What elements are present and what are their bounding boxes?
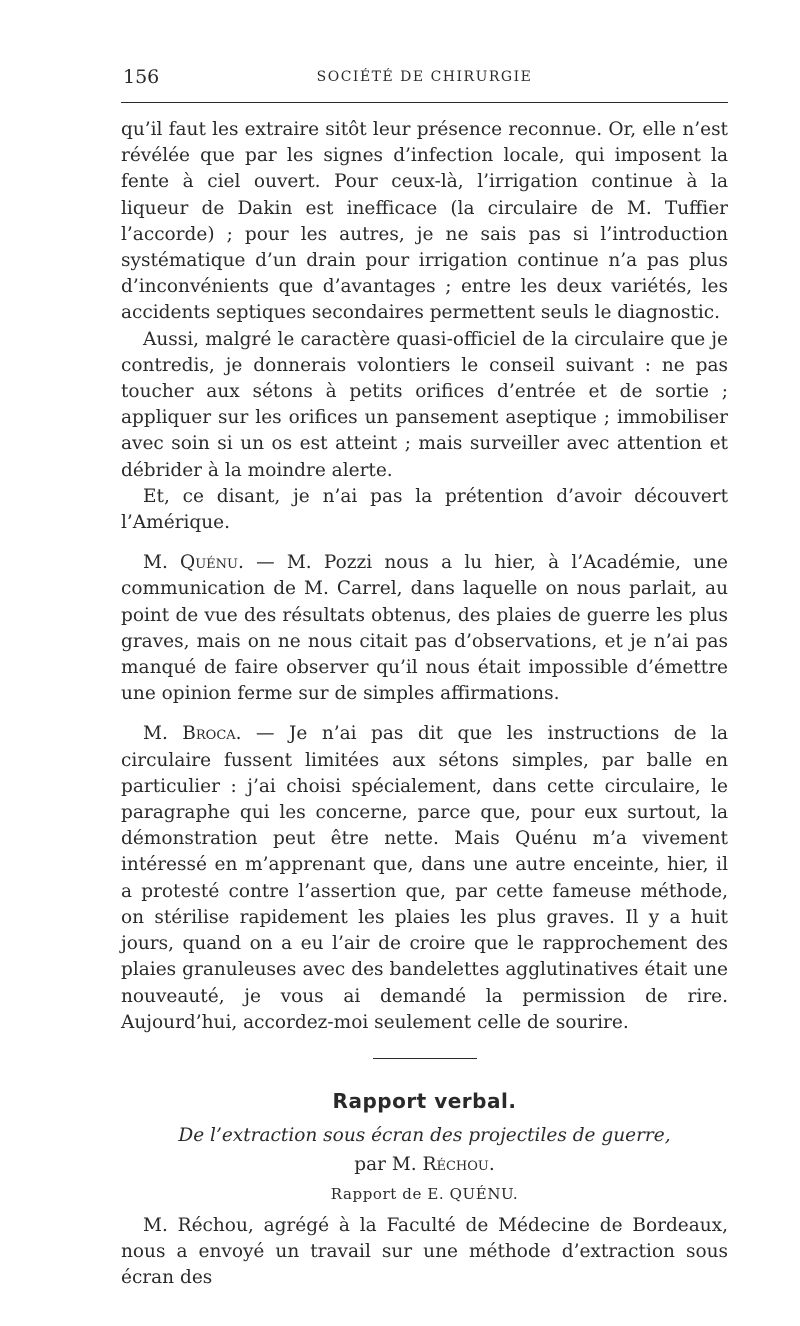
- paragraph-america: Et, ce disant, je n’ai pas la prétention d’avoir découvert l’Amérique.: [121, 485, 728, 534]
- paragraph-rechou: M. Réchou, agrégé à la Faculté de Médecine de Bordeaux, nous a envoyé un travail sur une méthode d’extraction sous écran des: [121, 1214, 728, 1289]
- running-title: SOCIÉTÉ DE CHIRURGIE: [316, 69, 533, 85]
- section-author-name: Réchou.: [422, 1153, 495, 1175]
- section-rapport: Rapport de E. QUÉNU.: [330, 1184, 519, 1203]
- paragraph-quenu: [121, 550, 728, 707]
- speaker-broca: M. Broca.: [143, 723, 242, 745]
- paragraph-quenu-text: — M. Pozzi nous a lu hier, à l’Académie, une communication de M. Carrel, dans laquelle on nous parlait, au point de vue des résultats obtenus, des plaies de guerre les plus graves, mais on ne nous citait pas d’observations, et je n’ai pas manqué de faire observer qu’il nous était impossible d’émettre une opinion ferme sur de simples affirmations.: [121, 552, 729, 705]
- section-separator: [373, 1058, 477, 1059]
- paragraph-broca: [121, 721, 728, 1035]
- page: [121, 60, 728, 1292]
- section-author: [121, 1154, 728, 1175]
- running-head: [121, 60, 728, 94]
- speaker-quenu: M. Quénu.: [143, 552, 244, 574]
- paragraph-broca-text: — Je n’ai pas dit que les instructions de la circulaire fussent limitées aux sétons simples, par balle en particulier : j’ai choisi spécialement, dans cette circulaire, le paragraphe qui les concerne, parce que, pour eux surtout, la démonstration peut être nette. Mais Quénu m’a vivement intéressé en m’apprenant que, dans une autre enceinte, hier, il a protesté contre l’assertion que, par cette fameuse méthode, on stérilise rapidement les plaies les plus graves. Il y a huit jours, quand on a eu l’air de croire que le rapprochement des plaies granuleuses avec des bandelettes agglutinatives était une nouveauté, je vous ai demandé la permission de rire. Aujourd’hui, accordez-moi seulement celle de sourire.: [121, 723, 728, 1033]
- page-number: 156: [123, 66, 160, 88]
- section-subtitle: De l’extraction sous écran des projectiles de guerre,: [178, 1124, 671, 1146]
- section-title: Rapport verbal.: [332, 1088, 517, 1113]
- paragraph-continuation: qu’il faut les extraire sitôt leur présence reconnue. Or, elle n’est révélée que par les signes d’infection locale, qui imposent la fente à ciel ouvert. Pour ceux-là, l’irrigation continue à la liqueur de Dakin est inefficace (la circulaire de M. Tuffier l’accorde) ; pour les autres, je ne sais pas si l’introduction systématique d’un drain pour irrigation continue n’a pas plus d’inconvénients que d’avantages ; entre les deux variétés, les accidents septiques secondaires permettent seuls le diagnostic.: [121, 119, 728, 324]
- header-rule: [121, 102, 728, 103]
- section-author-prefix: par M.: [354, 1153, 423, 1175]
- paragraph-advice: Aussi, malgré le caractère quasi-officiel de la circulaire que je contredis, je donnerais volontiers le conseil suivant : ne pas toucher aux sétons à petits orifices d’entrée et de sortie ; appliquer sur les orifices un pansement aseptique ; immobiliser avec soin si un os est atteint ; mais surveiller avec attention et débrider à la moindre alerte.: [121, 328, 728, 481]
